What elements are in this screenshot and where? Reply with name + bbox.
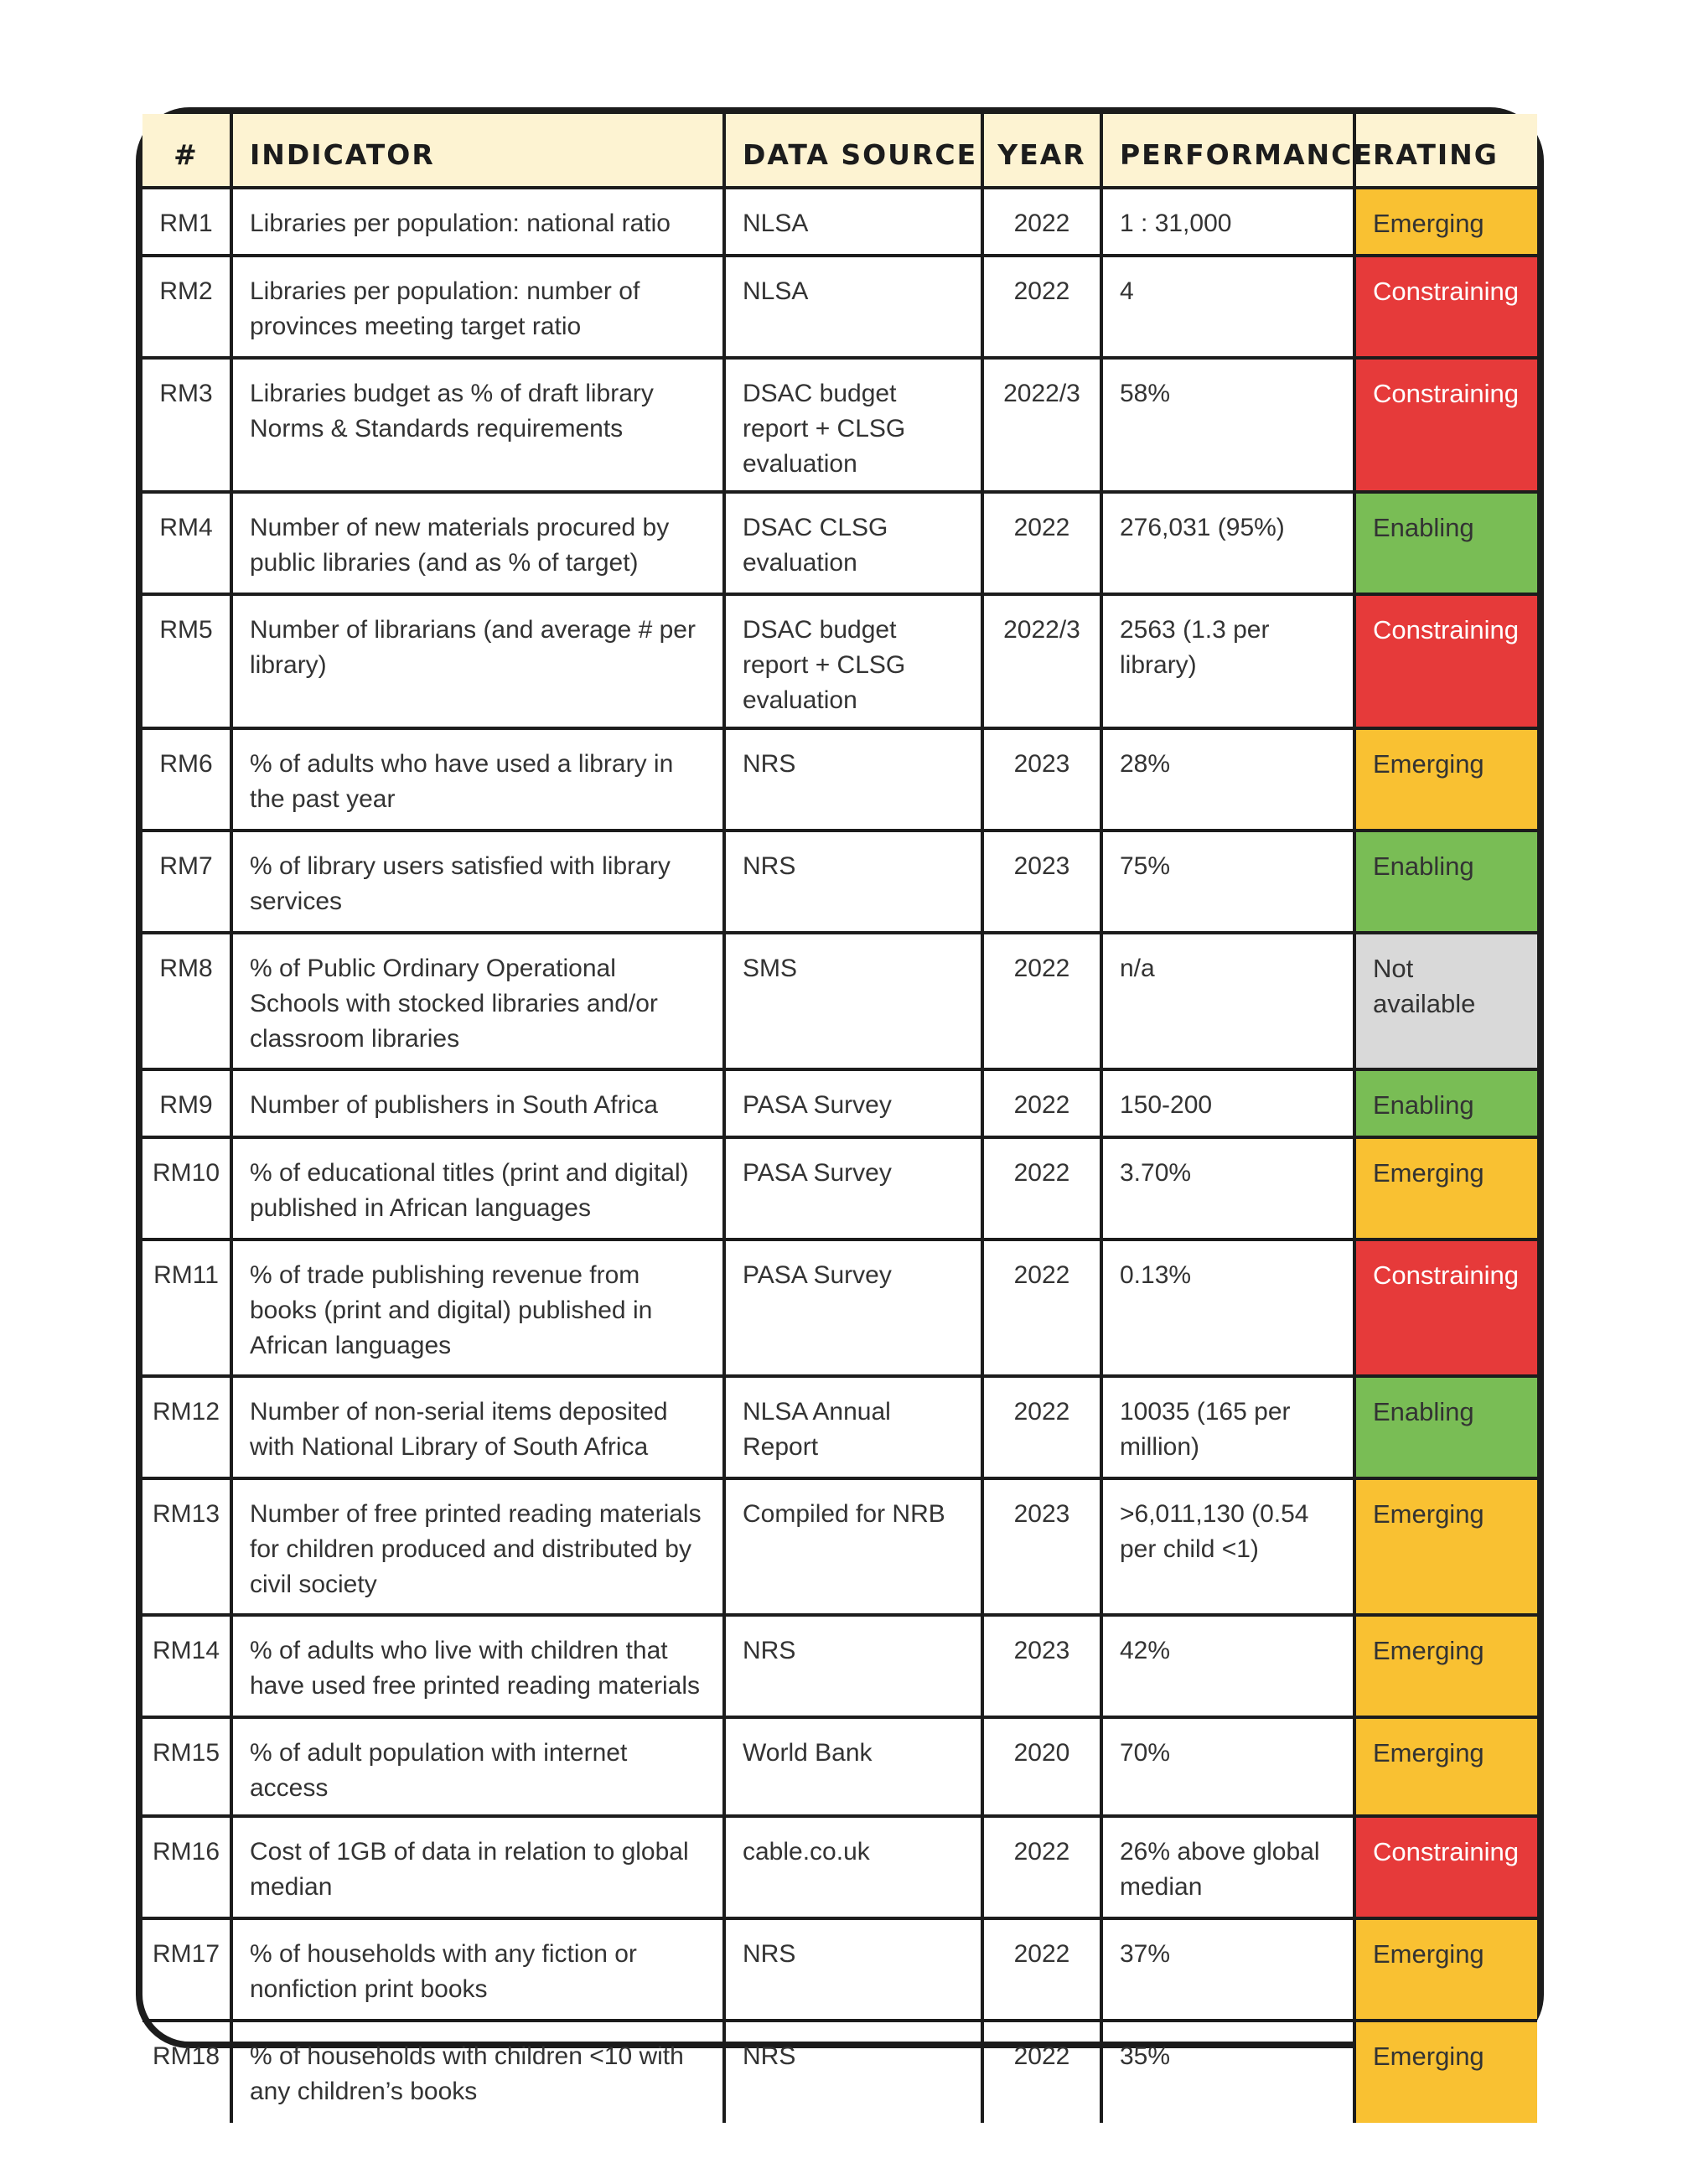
row-year: 2022	[982, 2021, 1101, 2123]
row-year: 2022	[982, 1069, 1101, 1137]
row-id: RM1	[142, 188, 231, 256]
row-indicator: % of educational titles (print and digital) published in African languages	[231, 1137, 724, 1239]
row-id: RM13	[142, 1478, 231, 1615]
row-rating-badge: Emerging	[1354, 1478, 1537, 1615]
row-id: RM8	[142, 933, 231, 1069]
row-indicator: Libraries per population: number of provinces meeting target ratio	[231, 256, 724, 358]
row-indicator: % of adults who live with children that have used free printed reading materials	[231, 1615, 724, 1717]
row-id: RM2	[142, 256, 231, 358]
row-year: 2022/3	[982, 358, 1101, 492]
row-data-source: DSAC budget report + CLSG evaluation	[724, 358, 982, 492]
indicator-table-frame	[136, 107, 1544, 2105]
header-data-source: DATA SOURCE	[724, 114, 982, 188]
row-indicator: % of Public Ordinary Operational Schools with stocked libraries and/or classroom libraries	[231, 933, 724, 1069]
row-id: RM9	[142, 1069, 231, 1137]
row-data-source: cable.co.uk	[724, 1816, 982, 1918]
row-data-source: DSAC CLSG evaluation	[724, 492, 982, 594]
row-id: RM6	[142, 728, 231, 831]
row-data-source: NRS	[724, 1918, 982, 2021]
row-indicator: % of adult population with internet access	[231, 1717, 724, 1816]
row-rating-badge: Constraining	[1354, 256, 1537, 358]
row-year: 2022	[982, 1918, 1101, 2021]
row-year: 2023	[982, 831, 1101, 933]
header-performance: PERFORMANCE	[1101, 114, 1354, 188]
row-data-source: NRS	[724, 831, 982, 933]
row-id: RM18	[142, 2021, 231, 2123]
row-rating-badge: Constraining	[1354, 358, 1537, 492]
table-header-row	[142, 114, 1537, 188]
row-rating-badge: Enabling	[1354, 831, 1537, 933]
row-indicator: Libraries per population: national ratio	[231, 188, 724, 256]
row-year: 2022	[982, 1816, 1101, 1918]
row-id: RM7	[142, 831, 231, 933]
row-performance: 0.13%	[1101, 1239, 1354, 1376]
row-year: 2022/3	[982, 594, 1101, 728]
table-row	[142, 358, 1537, 492]
row-indicator: % of library users satisfied with library services	[231, 831, 724, 933]
row-data-source: DSAC budget report + CLSG evaluation	[724, 594, 982, 728]
row-id: RM16	[142, 1816, 231, 1918]
row-rating-badge: Emerging	[1354, 1137, 1537, 1239]
row-rating-badge: Enabling	[1354, 1376, 1537, 1478]
row-data-source: PASA Survey	[724, 1239, 982, 1376]
row-indicator: Cost of 1GB of data in relation to global median	[231, 1816, 724, 1918]
table-row	[142, 1069, 1537, 1137]
row-performance: 37%	[1101, 1918, 1354, 2021]
row-id: RM10	[142, 1137, 231, 1239]
row-year: 2022	[982, 933, 1101, 1069]
row-rating-badge: Constraining	[1354, 594, 1537, 728]
row-data-source: SMS	[724, 933, 982, 1069]
row-year: 2022	[982, 1137, 1101, 1239]
row-indicator: % of households with children <10 with any children’s books	[231, 2021, 724, 2123]
row-data-source: NRS	[724, 728, 982, 831]
row-year: 2022	[982, 1239, 1101, 1376]
row-rating-badge: Not available	[1354, 933, 1537, 1069]
row-year: 2023	[982, 1478, 1101, 1615]
row-performance: 276,031 (95%)	[1101, 492, 1354, 594]
row-performance: 10035 (165 per million)	[1101, 1376, 1354, 1478]
row-id: RM15	[142, 1717, 231, 1816]
row-data-source: PASA Survey	[724, 1137, 982, 1239]
row-performance: 58%	[1101, 358, 1354, 492]
row-indicator: Libraries budget as % of draft library Norms & Standards requirements	[231, 358, 724, 492]
row-performance: 26% above global median	[1101, 1816, 1354, 1918]
row-indicator: % of trade publishing revenue from books (print and digital) published in African languages	[231, 1239, 724, 1376]
row-rating-badge: Constraining	[1354, 1239, 1537, 1376]
row-rating-badge: Enabling	[1354, 492, 1537, 594]
table-row	[142, 1918, 1537, 2021]
row-year: 2022	[982, 256, 1101, 358]
header-rating: RATING	[1354, 114, 1537, 188]
row-performance: >6,011,130 (0.54 per child <1)	[1101, 1478, 1354, 1615]
row-data-source: NLSA	[724, 256, 982, 358]
row-rating-badge: Constraining	[1354, 1816, 1537, 1918]
row-indicator: Number of free printed reading materials for children produced and distributed by civil society	[231, 1478, 724, 1615]
table-row	[142, 831, 1537, 933]
row-data-source: NLSA Annual Report	[724, 1376, 982, 1478]
row-performance: 2563 (1.3 per library)	[1101, 594, 1354, 728]
row-data-source: NRS	[724, 2021, 982, 2123]
row-performance: 1 : 31,000	[1101, 188, 1354, 256]
row-year: 2023	[982, 1615, 1101, 1717]
table-row	[142, 1717, 1537, 1816]
table-row	[142, 2021, 1537, 2123]
row-data-source: PASA Survey	[724, 1069, 982, 1137]
table-row	[142, 728, 1537, 831]
row-id: RM17	[142, 1918, 231, 2021]
row-rating-badge: Emerging	[1354, 1615, 1537, 1717]
row-year: 2022	[982, 492, 1101, 594]
indicator-table	[142, 114, 1537, 2123]
row-data-source: Compiled for NRB	[724, 1478, 982, 1615]
row-rating-badge: Emerging	[1354, 728, 1537, 831]
row-performance: n/a	[1101, 933, 1354, 1069]
header-num: #	[142, 114, 231, 188]
row-performance: 150-200	[1101, 1069, 1354, 1137]
row-year: 2023	[982, 728, 1101, 831]
row-id: RM12	[142, 1376, 231, 1478]
row-data-source: World Bank	[724, 1717, 982, 1816]
row-year: 2020	[982, 1717, 1101, 1816]
table-row	[142, 1478, 1537, 1615]
row-data-source: NLSA	[724, 188, 982, 256]
row-performance: 28%	[1101, 728, 1354, 831]
row-id: RM4	[142, 492, 231, 594]
row-rating-badge: Emerging	[1354, 1918, 1537, 2021]
row-indicator: Number of non-serial items deposited with National Library of South Africa	[231, 1376, 724, 1478]
table-row	[142, 188, 1537, 256]
row-performance: 42%	[1101, 1615, 1354, 1717]
row-performance: 75%	[1101, 831, 1354, 933]
row-performance: 70%	[1101, 1717, 1354, 1816]
header-year: YEAR	[982, 114, 1101, 188]
row-performance: 35%	[1101, 2021, 1354, 2123]
row-rating-badge: Emerging	[1354, 188, 1537, 256]
row-rating-badge: Emerging	[1354, 2021, 1537, 2123]
table-row	[142, 1615, 1537, 1717]
row-performance: 3.70%	[1101, 1137, 1354, 1239]
table-row	[142, 1816, 1537, 1918]
row-id: RM3	[142, 358, 231, 492]
row-indicator: Number of librarians (and average # per library)	[231, 594, 724, 728]
row-id: RM11	[142, 1239, 231, 1376]
row-indicator: Number of publishers in South Africa	[231, 1069, 724, 1137]
row-id: RM5	[142, 594, 231, 728]
row-year: 2022	[982, 188, 1101, 256]
table-row	[142, 1239, 1537, 1376]
row-rating-badge: Emerging	[1354, 1717, 1537, 1816]
row-indicator: % of households with any fiction or nonfiction print books	[231, 1918, 724, 2021]
header-indicator: INDICATOR	[231, 114, 724, 188]
table-row	[142, 1376, 1537, 1478]
row-data-source: NRS	[724, 1615, 982, 1717]
table-row	[142, 1137, 1537, 1239]
table-row	[142, 594, 1537, 728]
row-indicator: % of adults who have used a library in the past year	[231, 728, 724, 831]
table-row	[142, 256, 1537, 358]
row-rating-badge: Enabling	[1354, 1069, 1537, 1137]
row-performance: 4	[1101, 256, 1354, 358]
table-row	[142, 492, 1537, 594]
table-row	[142, 933, 1537, 1069]
row-indicator: Number of new materials procured by public libraries (and as % of target)	[231, 492, 724, 594]
row-id: RM14	[142, 1615, 231, 1717]
row-year: 2022	[982, 1376, 1101, 1478]
